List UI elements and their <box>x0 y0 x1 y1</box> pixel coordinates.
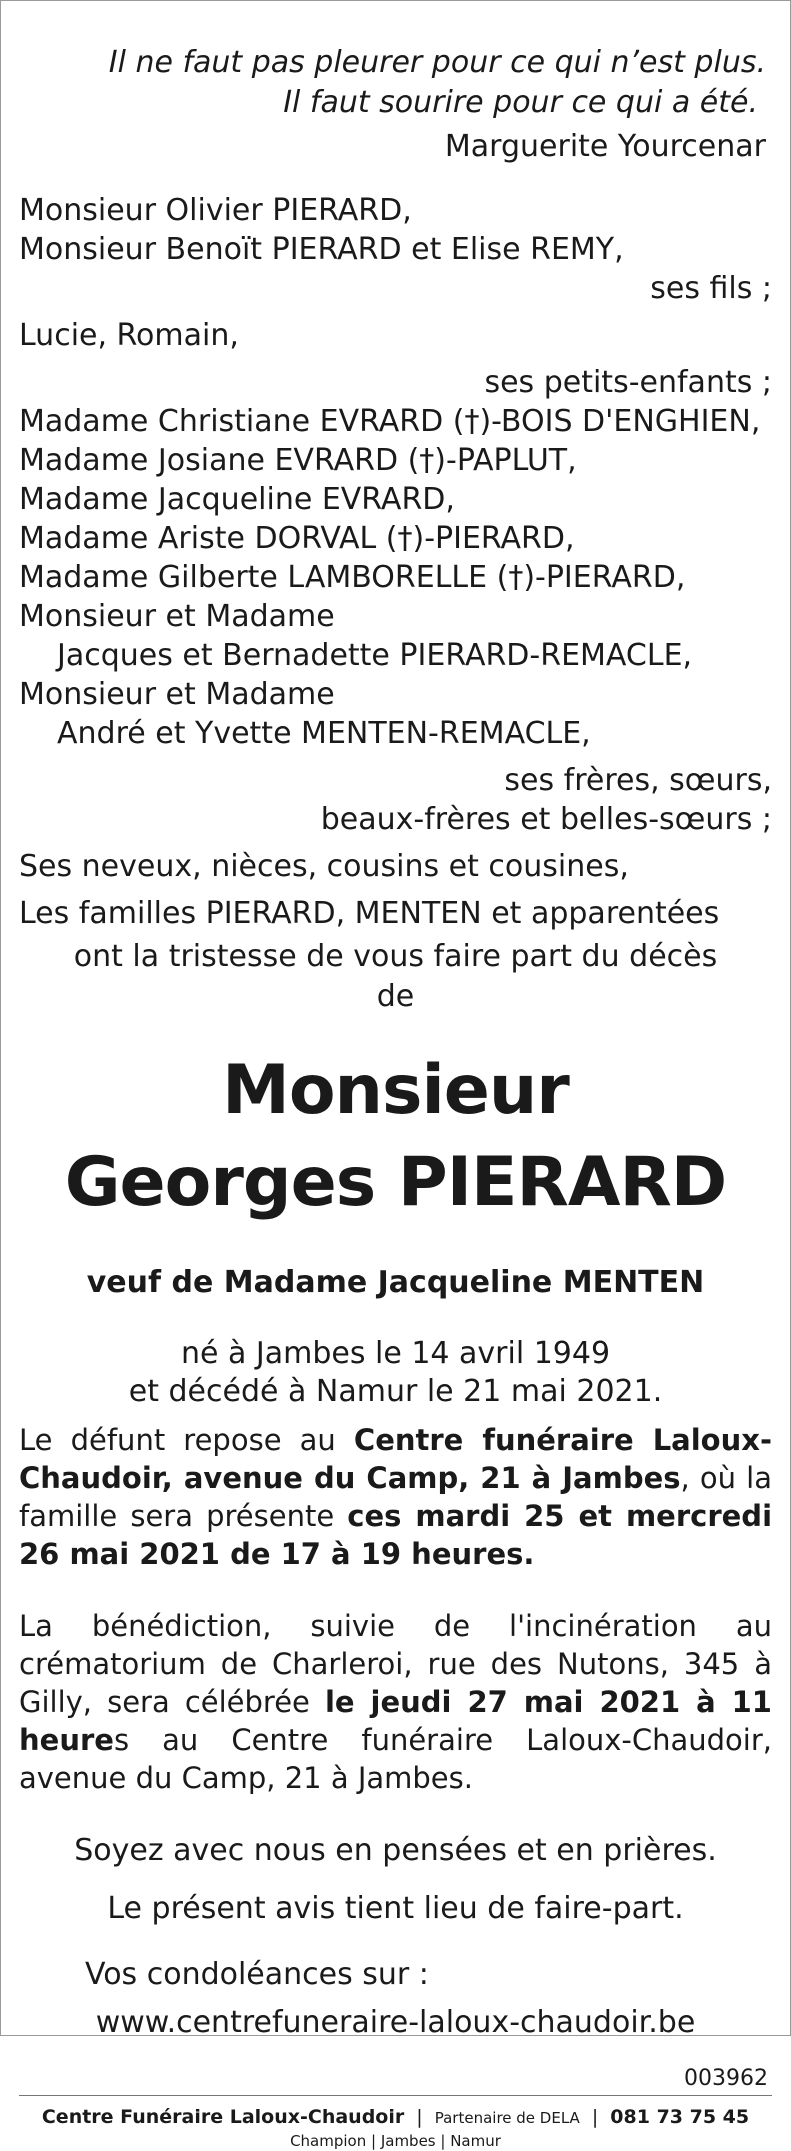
text-run: La bénédiction, suivie de l'incinération au crématorium de Charleroi, rue des Nutons, 345 à Gilly, sera célébrée <box>19 1609 772 1719</box>
deceased-title <box>19 1045 772 1229</box>
sons-label: ses fils ; <box>650 271 772 306</box>
text-run: Le défunt repose au <box>19 1423 354 1457</box>
son-line: Monsieur Benoït PIERARD et Elise REMY, <box>19 232 624 267</box>
quote-block <box>19 1 772 167</box>
bold-run: Centre funéraire Laloux-Chaudoir, avenue du Camp, 21 à Jambes <box>19 1423 772 1495</box>
birth-line: né à Jambes le 14 avril 1949 <box>180 1336 611 1371</box>
family-list <box>19 191 772 933</box>
bold-run: le jeudi 27 mai 2021 à 11 heure <box>19 1685 772 1757</box>
quote-line-1: Il ne faut pas pleurer pour ce qui n’est plus. <box>108 45 766 80</box>
prayers-line: Soyez avec nous en pensées et en prières. <box>74 1833 717 1868</box>
death-line: et décédé à Namur le 21 mai 2021. <box>128 1374 663 1409</box>
sibling-line: Madame Christiane EVRARD (†)-BOIS D'ENGHIEN, <box>19 404 761 439</box>
sibling-line: Madame Gilberte LAMBORELLE (†)-PIERARD, <box>19 560 686 595</box>
bold-run: ces mardi 25 et mercredi 26 mai 2021 de 17 à 19 heures. <box>19 1499 773 1571</box>
announcement: ont la tristesse de vous faire part du décès de <box>73 939 718 1014</box>
partner-text: Partenaire de DELA <box>434 2109 580 2127</box>
sibling-line: Monsieur et Madame <box>19 677 335 712</box>
sibling-line: André et Yvette MENTEN-REMACLE, <box>57 716 591 751</box>
dates-block <box>19 1335 772 1411</box>
deceased-name: Georges PIERARD <box>64 1143 727 1222</box>
sibling-line: Jacques et Bernadette PIERARD-REMACLE, <box>57 638 693 673</box>
widow-of: veuf de Madame Jacqueline MENTEN <box>86 1265 705 1300</box>
text-run: s au Centre funéraire Laloux-Chaudoir, avenue du Camp, 21 à Jambes. <box>19 1723 772 1795</box>
condolences-line: Vos condoléances sur : <box>85 1957 429 1992</box>
phone-number[interactable]: 081 73 75 45 <box>610 2106 750 2128</box>
sibling-line: Madame Ariste DORVAL (†)-PIERARD, <box>19 521 575 556</box>
towns-line: Champion | Jambes | Namur <box>290 2132 501 2150</box>
funeral-home-name: Centre Funéraire Laloux-Chaudoir <box>41 2106 405 2128</box>
viewing-paragraph <box>19 1421 772 1573</box>
sibling-line: Madame Josiane EVRARD (†)-PAPLUT, <box>19 443 577 478</box>
deceased-honorific: Monsieur <box>222 1051 569 1130</box>
siblings-label: ses frères, sœurs, <box>504 763 772 798</box>
families-line: Les familles PIERARD, MENTEN et apparentées <box>19 896 720 931</box>
footer <box>19 2104 772 2151</box>
text-run: , où la famille sera présente <box>19 1461 772 1533</box>
nephews-line: Ses neveux, nièces, cousins et cousines, <box>19 849 629 884</box>
siblings-label: beaux-frères et belles-sœurs ; <box>320 802 772 837</box>
footer-divider <box>19 2095 772 2096</box>
separator: | <box>416 2106 423 2128</box>
quote-line-2: Il faut sourire pour ce qui a été. <box>283 85 758 120</box>
grandchildren-line: Lucie, Romain, <box>19 318 239 353</box>
reference-number: 003962 <box>684 2066 768 2091</box>
grandchildren-label: ses petits-enfants ; <box>484 365 772 400</box>
quote-author: Marguerite Yourcenar <box>444 129 766 164</box>
sibling-line: Monsieur et Madame <box>19 599 335 634</box>
ceremony-paragraph <box>19 1607 772 1797</box>
separator: | <box>591 2106 599 2128</box>
son-line: Monsieur Olivier PIERARD, <box>19 193 412 228</box>
sibling-line: Madame Jacqueline EVRARD, <box>19 482 455 517</box>
notice-line: Le présent avis tient lieu de faire-part. <box>107 1891 684 1926</box>
website-link[interactable]: www.centrefuneraire-laloux-chaudoir.be <box>95 2005 696 2040</box>
